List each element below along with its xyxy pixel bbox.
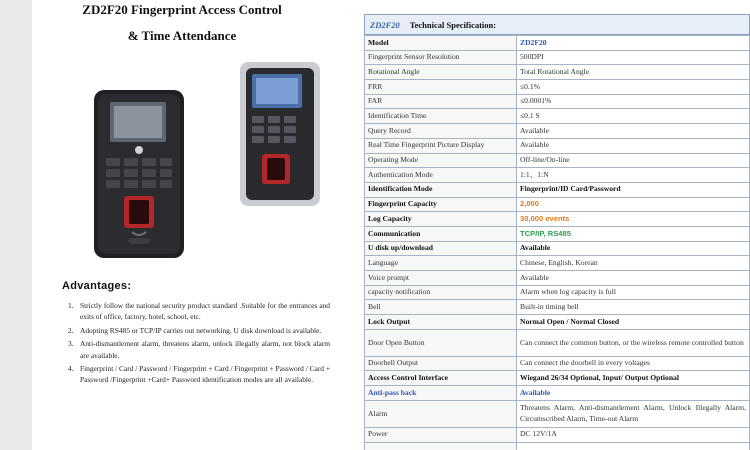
table-row: [365, 124, 750, 139]
spec-key: FRR: [365, 80, 517, 95]
spec-value: Normal Open / Normal Closed: [517, 315, 750, 330]
spec-value: Fingerprint/ID Card/Password: [517, 182, 750, 197]
spec-value: 2,000: [517, 197, 750, 212]
spec-value: Available: [517, 271, 750, 286]
spec-value: Total Rotational Angle: [517, 65, 750, 80]
advantage-number: 4.: [68, 364, 74, 374]
advantage-text: Adopting RS485 or TCP/IP carries out networking. U disk download is available.: [80, 325, 322, 335]
spec-key: Language: [365, 256, 517, 271]
spec-key: Identification Time: [365, 109, 517, 124]
spec-table-header: [364, 14, 750, 35]
spec-key: [365, 442, 517, 450]
table-row: [365, 182, 750, 197]
spec-key: Door Open Button: [365, 329, 517, 356]
table-row: [365, 153, 750, 168]
advantage-text: Fingerprint / Card / Password / Fingerprint + Card / Fingerprint + Password / Card + Password /Fingerprint +Card+ Password identification modes are all available.: [80, 364, 331, 385]
spec-value: 30,000 events: [517, 212, 750, 227]
spec-value: Available: [517, 124, 750, 139]
spec-key: Authentication Mode: [365, 168, 517, 183]
table-row: [365, 356, 750, 371]
spec-value: Alarm when log capacity is full: [517, 285, 750, 300]
spec-value: Threatens Alarm, Anti-dismantlement Alarm, Unlock Illegally Alarm, Circumscribed Alarm, Time-out Alarm: [517, 400, 750, 427]
spec-value: 1:1、1:N: [517, 168, 750, 183]
table-row: [365, 226, 750, 241]
product-subtitle: & Time Attendance: [127, 28, 237, 43]
advantage-text: Strictly follow the national security product standard .Suitable for the entrances and exits of office, factory, hotel, school, etc.: [80, 301, 330, 322]
spec-value: Available: [517, 138, 750, 153]
advantage-text: Anti-dismantlement alarm, threatens alarm, unlock illegally alarm, not block alarm are available.: [80, 339, 330, 360]
spec-key: Log Capacity: [365, 212, 517, 227]
table-row: [365, 168, 750, 183]
table-row: [365, 400, 750, 427]
spec-key: Communication: [365, 226, 517, 241]
spec-value: Available: [517, 386, 750, 401]
table-row: [365, 212, 750, 227]
spec-value: Wiegand 26/34 Optional, Input/ Output Optional: [517, 371, 750, 386]
spec-key: Fingerprint Sensor Resolution: [365, 50, 517, 65]
spec-key: Model: [365, 36, 517, 51]
spec-key: U disk up/download: [365, 241, 517, 256]
spec-key: Operating Mode: [365, 153, 517, 168]
table-row: [365, 197, 750, 212]
table-row: [365, 36, 750, 51]
table-row: [365, 65, 750, 80]
spec-value: Can connect the doorbell in every voltages: [517, 356, 750, 371]
table-row: [365, 94, 750, 109]
table-row: [365, 427, 750, 442]
table-row: [365, 315, 750, 330]
table-row: [365, 300, 750, 315]
spec-header-label: Technical Specification:: [409, 19, 497, 30]
advantages-list: [68, 300, 330, 388]
spec-key: Lock Output: [365, 315, 517, 330]
spec-key: Access Control Interface: [365, 371, 517, 386]
spec-key: FAR: [365, 94, 517, 109]
table-row: [365, 271, 750, 286]
advantage-item: [68, 325, 330, 336]
spec-key: Doorbell Output: [365, 356, 517, 371]
spec-value: TCP/IP, RS485: [517, 226, 750, 241]
product-panel: [32, 0, 342, 450]
spec-key: Query Record: [365, 124, 517, 139]
spec-key: Bell: [365, 300, 517, 315]
table-row: [365, 442, 750, 450]
spec-value: ZD2F20: [517, 36, 750, 51]
device-angled-image: [236, 60, 324, 210]
spec-key: Identification Mode: [365, 182, 517, 197]
spec-value: ≤0.1%: [517, 80, 750, 95]
spec-value: DC 12V/1A: [517, 427, 750, 442]
spec-value: Off-line/On-line: [517, 153, 750, 168]
advantage-number: 1.: [68, 301, 74, 310]
spec-table-panel: [364, 14, 750, 450]
spec-table: [364, 35, 750, 450]
table-row: [365, 80, 750, 95]
spec-value: [517, 442, 750, 450]
spec-value: Available: [517, 241, 750, 256]
advantage-item: [68, 338, 330, 361]
advantages-heading: Advantages:: [62, 280, 132, 292]
advantage-item: [68, 363, 330, 386]
spec-value: Built-in timing bell: [517, 300, 750, 315]
advantage-number: 2.: [68, 325, 74, 335]
spec-key: Rotational Angle: [365, 65, 517, 80]
spec-key: capacity notification: [365, 285, 517, 300]
table-row: [365, 256, 750, 271]
spec-key: Anti-pass back: [365, 386, 517, 401]
spec-value: 500DPI: [517, 50, 750, 65]
advantage-item: [68, 300, 330, 323]
spec-key: Voice prompt: [365, 271, 517, 286]
spec-header-model: ZD2F20: [370, 19, 400, 30]
spec-value: Can connect the common button, or the wireless remote controlled button: [517, 329, 750, 356]
device-front-image: [92, 88, 186, 260]
advantage-number: 3.: [68, 339, 74, 349]
table-row: [365, 109, 750, 124]
spec-key: Power: [365, 427, 517, 442]
table-row: [365, 386, 750, 401]
spec-key: Alarm: [365, 400, 517, 427]
spec-key: Fingerprint Capacity: [365, 197, 517, 212]
table-row: [365, 285, 750, 300]
table-row: [365, 329, 750, 356]
table-row: [365, 50, 750, 65]
table-row: [365, 138, 750, 153]
spec-value: ≤0.0001%: [517, 94, 750, 109]
spec-key: Real Time Fingerprint Picture Display: [365, 138, 517, 153]
spec-value: ≤0.1 S: [517, 109, 750, 124]
product-title: ZD2F20 Fingerprint Access Control: [82, 2, 282, 17]
spec-value: Chinese, English, Korean: [517, 256, 750, 271]
table-row: [365, 241, 750, 256]
table-row: [365, 371, 750, 386]
